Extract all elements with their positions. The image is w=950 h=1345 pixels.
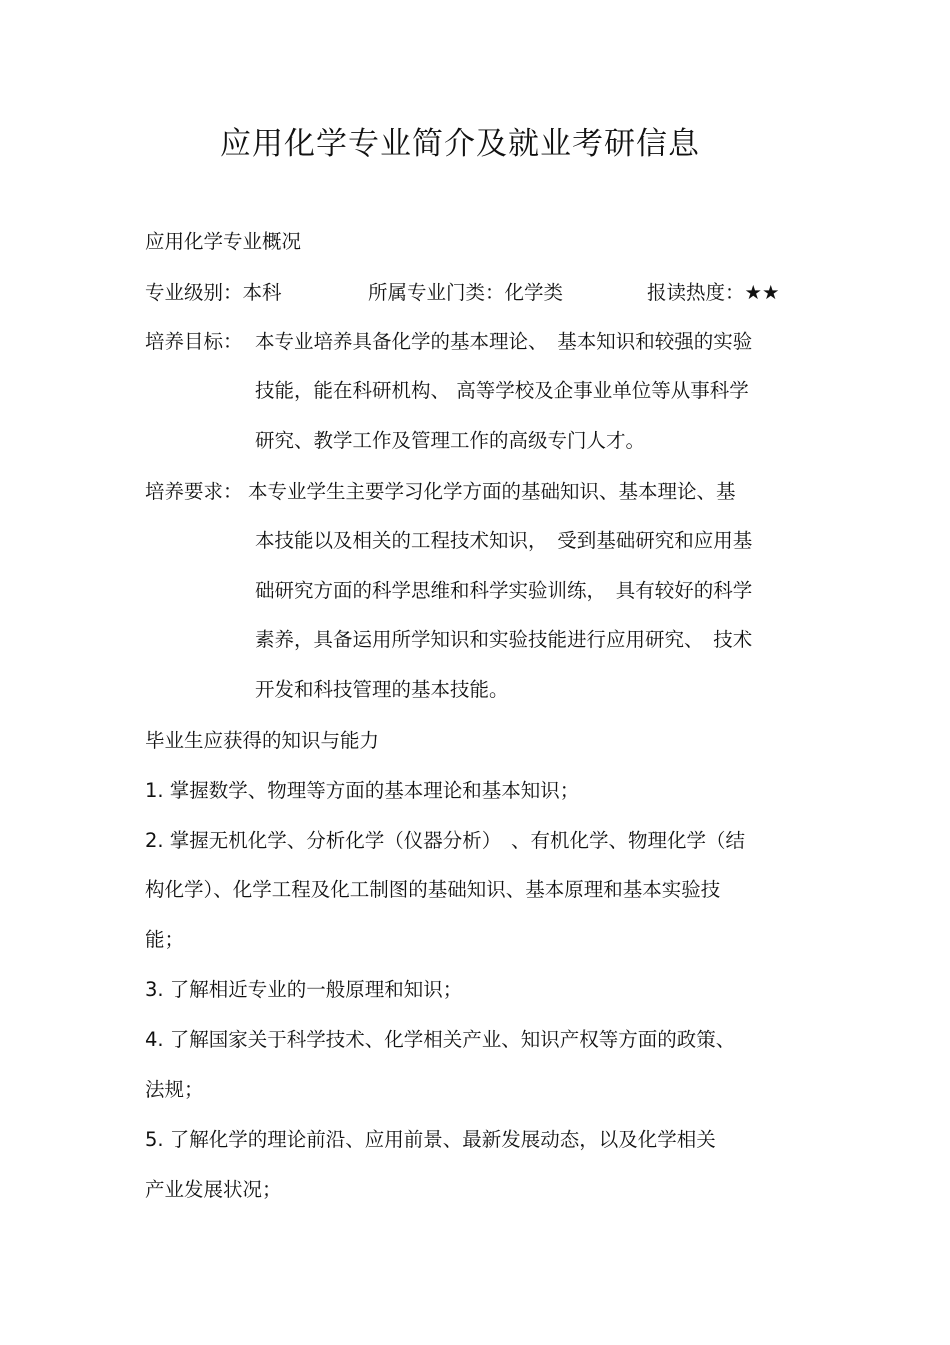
ability-item-line: 5. 了解化学的理论前沿、应用前景、最新发展动态，以及化学相关 bbox=[145, 1128, 716, 1151]
goal-label: 培养目标： bbox=[145, 330, 243, 353]
ability-item-line: 产业发展状况； bbox=[145, 1178, 282, 1201]
ability-item-line: 法规； bbox=[145, 1078, 204, 1101]
document-title: 应用化学专业简介及就业考研信息 bbox=[220, 126, 700, 162]
requirement-line: 础研究方面的科学思维和科学实验训练， 具有较好的科学 bbox=[255, 579, 753, 602]
goal-line: 技能，能在科研机构、 高等学校及企事业单位等从事科学 bbox=[255, 379, 749, 402]
ability-item-line: 4. 了解国家关于科学技术、化学相关产业、知识产权等方面的政策、 bbox=[145, 1028, 736, 1051]
overview-heading: 应用化学专业概况 bbox=[145, 230, 302, 253]
ability-item-line: 3. 了解相近专业的一般原理和知识； bbox=[145, 978, 463, 1001]
ability-item-line: 构化学）、化学工程及化工制图的基础知识、基本原理和基本实验技 bbox=[145, 878, 721, 901]
requirement-line: 素养，具备运用所学知识和实验技能进行应用研究、 技术 bbox=[255, 628, 753, 651]
meta-popularity: 报读热度：★★ bbox=[647, 281, 780, 304]
requirement-label: 培养要求： bbox=[145, 480, 243, 503]
requirement-line: 本技能以及相关的工程技术知识， 受到基础研究和应用基 bbox=[255, 529, 753, 552]
goal-line: 研究、教学工作及管理工作的高级专门人才。 bbox=[255, 429, 646, 452]
ability-item-line: 1. 掌握数学、物理等方面的基本理论和基本知识； bbox=[145, 779, 580, 802]
abilities-heading: 毕业生应获得的知识与能力 bbox=[145, 729, 380, 752]
ability-item-line: 2. 掌握无机化学、分析化学（仪器分析） 、有机化学、物理化学（结 bbox=[145, 829, 746, 852]
requirement-line: 开发和科技管理的基本技能。 bbox=[255, 678, 509, 701]
meta-level: 专业级别：本科 bbox=[145, 281, 282, 304]
ability-item-line: 能； bbox=[145, 928, 185, 951]
requirement-line: 本专业学生主要学习化学方面的基础知识、基本理论、基 bbox=[248, 480, 736, 503]
meta-category: 所属专业门类：化学类 bbox=[368, 281, 564, 304]
goal-line: 本专业培养具备化学的基本理论、 基本知识和较强的实验 bbox=[255, 330, 753, 353]
